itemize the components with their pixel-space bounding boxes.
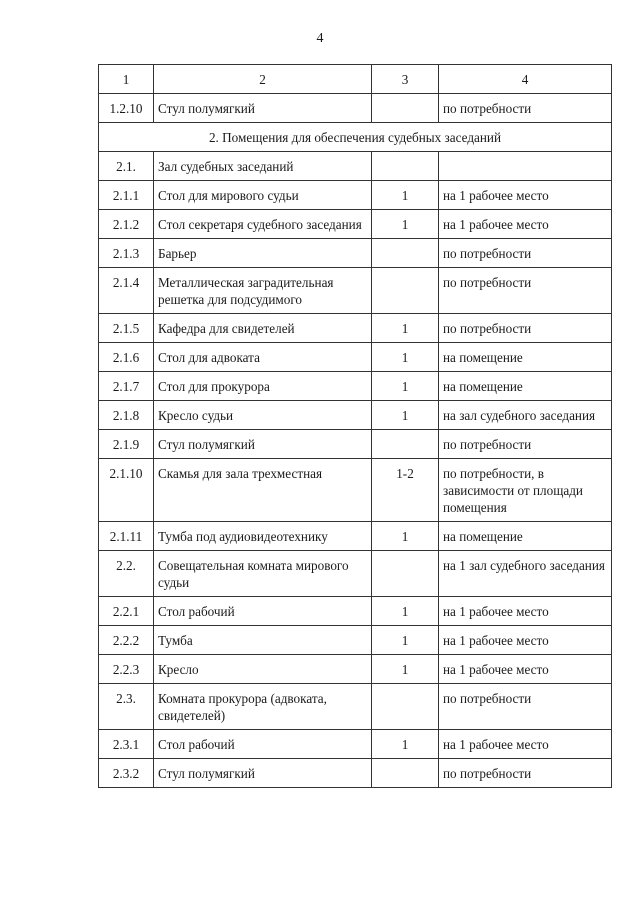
table-row [99, 239, 612, 268]
header-cell: 2 [154, 65, 372, 94]
row-name: Скамья для зала трехместная [154, 459, 372, 522]
row-name: Стол рабочий [154, 730, 372, 759]
row-quantity: 1-2 [372, 459, 439, 522]
row-quantity: 1 [372, 210, 439, 239]
row-norm: по потребности [439, 759, 612, 788]
row-number: 2.1.3 [99, 239, 154, 268]
row-number: 2.1.7 [99, 372, 154, 401]
row-name: Стул полумягкий [154, 430, 372, 459]
table-row [99, 94, 612, 123]
row-norm: по потребности [439, 684, 612, 730]
row-number: 2.1.9 [99, 430, 154, 459]
row-quantity [372, 268, 439, 314]
section-row [99, 123, 612, 152]
table-row [99, 372, 612, 401]
table-row [99, 268, 612, 314]
table-header-row [99, 65, 612, 94]
row-quantity [372, 239, 439, 268]
row-number: 2.1.2 [99, 210, 154, 239]
table-row [99, 626, 612, 655]
row-norm: по потребности [439, 268, 612, 314]
table-row [99, 401, 612, 430]
row-name: Комната прокурора (адвоката, свидетелей) [154, 684, 372, 730]
header-cell: 1 [99, 65, 154, 94]
row-name: Барьер [154, 239, 372, 268]
table-row [99, 730, 612, 759]
row-quantity [372, 430, 439, 459]
row-name: Стол рабочий [154, 597, 372, 626]
row-quantity: 1 [372, 655, 439, 684]
row-number: 2.2.1 [99, 597, 154, 626]
row-quantity [372, 684, 439, 730]
row-norm: на 1 рабочее место [439, 655, 612, 684]
table-row [99, 181, 612, 210]
row-quantity: 1 [372, 597, 439, 626]
row-number: 2.2. [99, 551, 154, 597]
row-number: 2.1.10 [99, 459, 154, 522]
row-norm: на 1 рабочее место [439, 597, 612, 626]
table-row [99, 759, 612, 788]
row-quantity [372, 759, 439, 788]
row-name: Кафедра для свидетелей [154, 314, 372, 343]
row-number: 2.1.11 [99, 522, 154, 551]
row-name: Совещательная комната мирового судьи [154, 551, 372, 597]
row-quantity: 1 [372, 730, 439, 759]
row-norm: на 1 рабочее место [439, 181, 612, 210]
header-cell: 3 [372, 65, 439, 94]
row-norm: по потребности [439, 94, 612, 123]
row-number: 1.2.10 [99, 94, 154, 123]
row-number: 2.2.2 [99, 626, 154, 655]
equipment-table [98, 64, 612, 788]
row-name: Зал судебных заседаний [154, 152, 372, 181]
row-norm: на 1 рабочее место [439, 730, 612, 759]
row-norm: по потребности [439, 239, 612, 268]
row-name: Кресло судьи [154, 401, 372, 430]
row-name: Стол для мирового судьи [154, 181, 372, 210]
row-norm: на помещение [439, 522, 612, 551]
table-row [99, 655, 612, 684]
row-quantity: 1 [372, 626, 439, 655]
row-norm: по потребности, в зависимости от площади помещения [439, 459, 612, 522]
table-row [99, 522, 612, 551]
row-number: 2.1.8 [99, 401, 154, 430]
row-norm: на помещение [439, 372, 612, 401]
table-row [99, 459, 612, 522]
row-quantity: 1 [372, 314, 439, 343]
row-quantity [372, 94, 439, 123]
table-row [99, 152, 612, 181]
table-row [99, 430, 612, 459]
row-number: 2.1. [99, 152, 154, 181]
table-row [99, 314, 612, 343]
row-norm: на зал судебного заседания [439, 401, 612, 430]
row-name: Кресло [154, 655, 372, 684]
row-quantity [372, 551, 439, 597]
row-name: Стол для прокурора [154, 372, 372, 401]
row-name: Стул полумягкий [154, 94, 372, 123]
page-number: 4 [316, 31, 324, 46]
row-norm [439, 152, 612, 181]
row-norm: по потребности [439, 430, 612, 459]
row-quantity: 1 [372, 181, 439, 210]
row-quantity: 1 [372, 522, 439, 551]
row-quantity [372, 152, 439, 181]
row-name: Стул полумягкий [154, 759, 372, 788]
table-row [99, 343, 612, 372]
row-number: 2.3.2 [99, 759, 154, 788]
row-quantity: 1 [372, 343, 439, 372]
row-name: Металлическая заградительная решетка для подсудимого [154, 268, 372, 314]
row-number: 2.3.1 [99, 730, 154, 759]
row-norm: на 1 рабочее место [439, 626, 612, 655]
row-norm: на помещение [439, 343, 612, 372]
header-cell: 4 [439, 65, 612, 94]
row-number: 2.1.6 [99, 343, 154, 372]
row-name: Тумба под аудиовидеотехнику [154, 522, 372, 551]
row-name: Стол для адвоката [154, 343, 372, 372]
section-title: 2. Помещения для обеспечения судебных заседаний [99, 123, 612, 152]
row-number: 2.1.4 [99, 268, 154, 314]
table-row [99, 210, 612, 239]
row-norm: по потребности [439, 314, 612, 343]
row-quantity: 1 [372, 401, 439, 430]
row-number: 2.1.1 [99, 181, 154, 210]
row-name: Стол секретаря судебного заседания [154, 210, 372, 239]
row-norm: на 1 зал судебного заседания [439, 551, 612, 597]
table-row [99, 551, 612, 597]
table-row [99, 597, 612, 626]
table-row [99, 684, 612, 730]
row-number: 2.1.5 [99, 314, 154, 343]
row-norm: на 1 рабочее место [439, 210, 612, 239]
row-name: Тумба [154, 626, 372, 655]
row-quantity: 1 [372, 372, 439, 401]
row-number: 2.2.3 [99, 655, 154, 684]
row-number: 2.3. [99, 684, 154, 730]
